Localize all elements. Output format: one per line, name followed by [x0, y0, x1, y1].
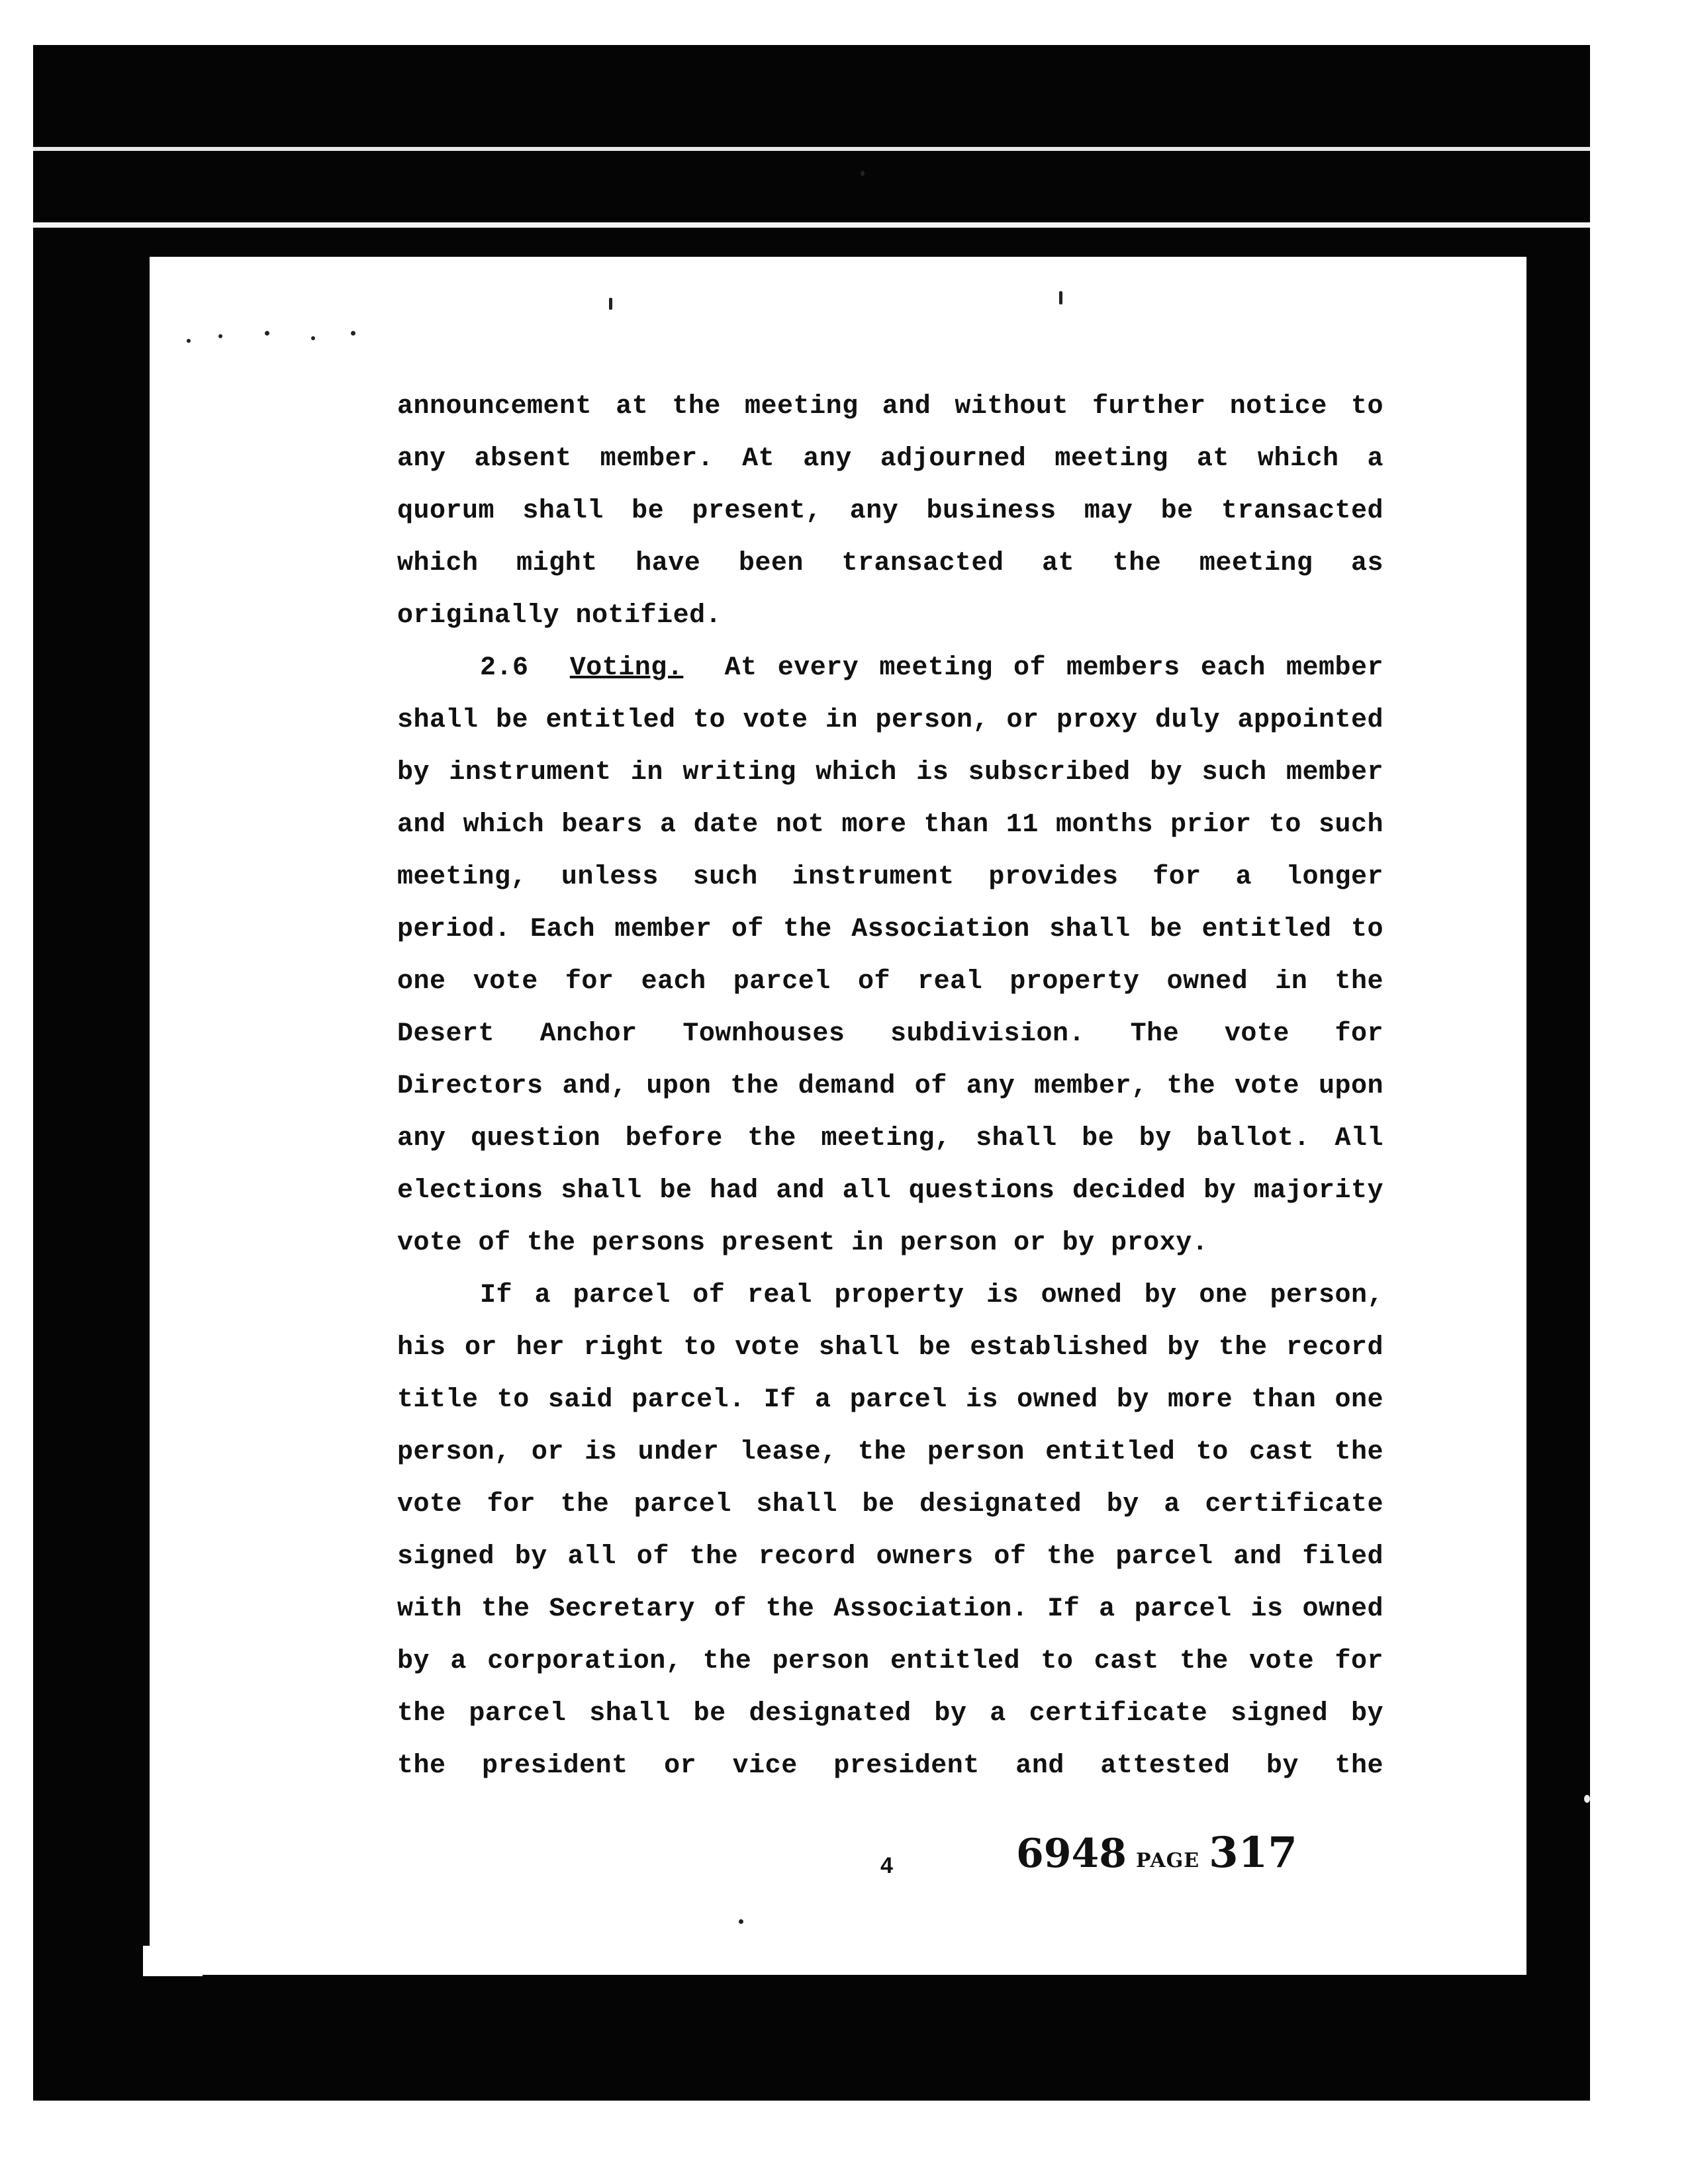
page-number: 4	[880, 1853, 893, 1878]
text-line: the president or vice president and attested by the	[397, 1751, 1383, 1781]
text-line: the parcel shall be designated by a certificate signed by	[397, 1699, 1383, 1729]
section-first-line-text: At every meeting of members each member	[724, 653, 1383, 683]
text-line: meeting, unless such instrument provides for a longer	[397, 862, 1383, 892]
text-line: one vote for each parcel of real property owned in the	[397, 967, 1383, 997]
document-sheet-edge	[143, 1946, 203, 1976]
section-voting	[397, 642, 1383, 1269]
text-line: elections shall be had and all questions decided by majority	[397, 1176, 1383, 1206]
stamp-page-label: PAGE	[1136, 1849, 1200, 1872]
text-line: If a parcel of real property is owned by one person,	[480, 1281, 1383, 1310]
text-line: title to said parcel. If a parcel is owned by more than one	[397, 1385, 1383, 1415]
scan-speck	[351, 331, 355, 336]
scan-artifact-line	[33, 147, 1590, 151]
text-line: with the Secretary of the Association. If a parcel is owned	[397, 1594, 1383, 1624]
stamp-book-number: 6948	[1016, 1831, 1127, 1877]
text-line: signed by all of the record owners of the parcel and filed	[397, 1542, 1383, 1572]
text-line: vote for the parcel shall be designated by a certificate	[397, 1490, 1383, 1520]
scan-speck	[609, 298, 612, 310]
text-line: and which bears a date not more than 11 months prior to such	[397, 810, 1383, 840]
scan-speck	[187, 339, 191, 343]
scan-artifact-line	[33, 222, 1590, 228]
text-line: any question before the meeting, shall be by ballot. All	[397, 1124, 1383, 1154]
text-line: announcement at the meeting and without further notice to	[397, 392, 1383, 422]
paragraph-parcel-voting	[397, 1269, 1383, 1792]
scan-speck	[1059, 291, 1062, 304]
text-line: which might have been transacted at the meeting as	[397, 549, 1383, 578]
text-line: vote of the persons present in person or by proxy.	[397, 1228, 1209, 1258]
text-line: Desert Anchor Townhouses subdivision. The vote for	[397, 1019, 1383, 1049]
text-line: shall be entitled to vote in person, or proxy duly appointed	[397, 705, 1383, 735]
text-line: any absent member. At any adjourned meeting at which a	[397, 444, 1383, 474]
scan-speck	[1584, 1795, 1590, 1803]
scan-speck	[265, 331, 269, 336]
text-line: his or her right to vote shall be established by the record	[397, 1333, 1383, 1363]
paragraph-continued	[397, 381, 1383, 642]
text-line: person, or is under lease, the person entitled to cast the	[397, 1437, 1383, 1467]
section-heading: Voting.	[569, 653, 684, 683]
text-line: by instrument in writing which is subscribed by such member	[397, 758, 1383, 788]
text-line: Directors and, upon the demand of any member, the vote upon	[397, 1071, 1383, 1101]
scan-speck	[861, 171, 865, 176]
scan-speck	[311, 336, 315, 340]
scan-speck	[218, 334, 222, 338]
text-line: originally notified.	[397, 601, 722, 631]
text-line: quorum shall be present, any business may be transacted	[397, 496, 1383, 526]
section-first-line	[397, 642, 1383, 694]
text-line: period. Each member of the Association shall be entitled to	[397, 915, 1383, 944]
stamp-page-number: 317	[1209, 1828, 1297, 1878]
section-number: 2.6	[480, 653, 529, 683]
document-body	[397, 381, 1383, 1792]
text-line: by a corporation, the person entitled to cast the vote for	[397, 1647, 1383, 1676]
recording-stamp	[1016, 1828, 1297, 1878]
scan-speck	[739, 1919, 743, 1924]
